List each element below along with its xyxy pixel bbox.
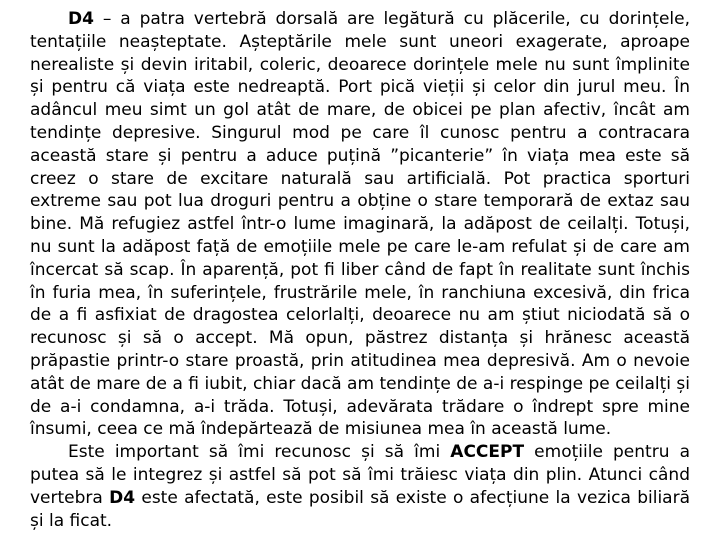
vertebra-code: D4 (68, 9, 94, 29)
paragraph-2 (30, 441, 690, 532)
paragraph-1-body: – a patra vertebră dorsală are legătură cu plăcerile, cu dorințele, tentațiile neașteptate. Așteptările mele sunt uneori exagerate, aproape nerealiste și devin iritabil, coleric, deoarece dorințele mele nu sunt împlinite și pentru că viața este nedreaptă. Port pică vieții și celor din jurul meu. În adâncul meu simt un gol atât de mare, de obicei pe plan afectiv, încât am tendințe depresive. Singurul mod pe care îl cunosc pentru a contracara această stare și pentru a aduce puțină ”picanterie” în viața mea este să creez o stare de excitare naturală sau artificială. Pot practica sporturi extreme sau pot lua droguri pentru a obține o stare temporară de extaz sau bine. Mă refugiez astfel într-o lume imaginară, la adăpost de ceilalți. Totuși, nu sunt la adăpost față de emoțiile mele pe care le-am refulat și de care am încercat să scap. În aparență, pot fi liber când de fapt în realitate sunt închis în furia mea, în suferințele, frustrările mele, în ranchiuna excesivă, din frica de a fi asfixiat de dragostea celorlalți, deoarece nu am știut niciodată să o recunosc și să o accept. Mă opun, păstrez distanța și hrănesc această prăpastie printr-o stare proastă, prin atitudinea mea depresivă. Am o nevoie atât de mare de a fi iubit, chiar dacă am tendințe de a-i respinge pe ceilalți și de a-i condamna, a-i trăda. Totuși, adevărata trădare o îndrept spre mine însumi, ceea ce mă îndepărtează de misiunea mea în această lume. (30, 9, 690, 440)
vertebra-code-ref: D4 (109, 487, 136, 508)
paragraph-2-end: este afectată, este posibil să existe o afecțiune la vezica biliară și la ficat. (30, 487, 690, 531)
accept-emphasis: ACCEPT (450, 442, 525, 463)
paragraph-1 (30, 8, 690, 441)
paragraph-2-intro: Este important să îmi recunosc și să îmi (68, 442, 451, 463)
paragraph-2-middle: emoțiile pentru a putea să le integrez și astfel să pot să îmi trăiesc viața din plin. Atunci când vertebra (30, 442, 690, 508)
